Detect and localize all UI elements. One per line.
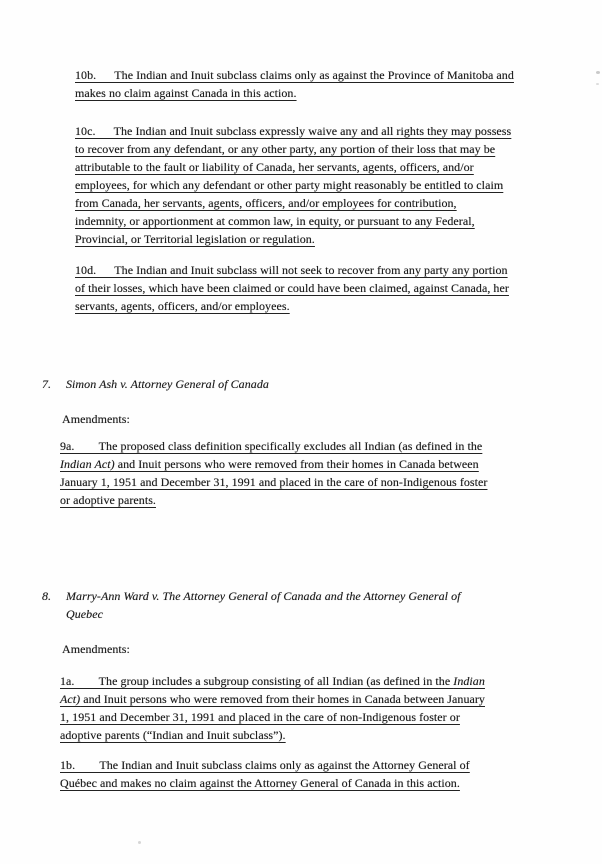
paragraph-10d xyxy=(75,261,580,315)
text-line: Simon Ash v. Attorney General of Canada xyxy=(66,377,269,391)
amendments-label-7 xyxy=(62,410,580,428)
text-line: or adoptive parents. xyxy=(60,493,156,507)
scan-speck-bottom xyxy=(138,841,141,844)
paragraph-9a xyxy=(60,437,580,509)
scan-speck-right-edge-2 xyxy=(596,83,599,85)
text-line: to recover from any defendant, or any other party, any portion of their loss that may be xyxy=(75,142,496,156)
text-line: Indian Act) and Inuit persons who were removed from their homes in Canada between xyxy=(60,457,479,471)
text-line: 1a. The group includes a subgroup consisting of all Indian (as defined in the Indian xyxy=(60,674,485,688)
amendments-label-8 xyxy=(62,640,580,658)
text-line: Amendments: xyxy=(62,642,130,656)
paragraph-1b xyxy=(60,756,580,792)
text-line: 10d. The Indian and Inuit subclass will not seek to recover from any party any portion xyxy=(75,263,508,277)
text-line: makes no claim against Canada in this action. xyxy=(75,86,297,100)
text-line: Québec and makes no claim against the Attorney General of Canada in this action. xyxy=(60,776,460,790)
text-line: 1, 1951 and December 31, 1991 and placed in the care of non-Indigenous foster or xyxy=(60,710,460,724)
text-line: Amendments: xyxy=(62,412,130,426)
text-line: of their losses, which have been claimed or could have been claimed, against Canada, her xyxy=(75,281,509,295)
text-line: from Canada, her servants, agents, officers, and/or employees for contribution, xyxy=(75,196,457,210)
text-line: attributable to the fault or liability of Canada, her servants, agents, officers, and/or xyxy=(75,160,474,174)
paragraph-10b xyxy=(75,66,580,102)
case-heading-7 xyxy=(42,375,580,393)
case-heading-7-number: 7. xyxy=(42,377,51,391)
text-line: 9a. The proposed class definition specifically excludes all Indian (as defined in the xyxy=(60,439,483,453)
text-line: Quebec xyxy=(66,607,103,621)
paragraph-1a xyxy=(60,672,580,744)
text-line: 10b. The Indian and Inuit subclass claims only as against the Province of Manitoba and xyxy=(75,68,514,82)
text-line: Act) and Inuit persons who were removed from their homes in Canada between January xyxy=(60,692,485,706)
case-heading-8-number: 8. xyxy=(42,589,51,603)
text-line: employees, for which any defendant or other party might reasonably be entitled to claim xyxy=(75,178,504,192)
paragraph-10c xyxy=(75,122,580,248)
document-body xyxy=(42,66,580,792)
text-line: indemnity, or apportionment at common law, in equity, or pursuant to any Federal, xyxy=(75,214,475,228)
text-line: servants, agents, officers, and/or employees. xyxy=(75,299,290,313)
text-line: adoptive parents (“Indian and Inuit subclass”). xyxy=(60,728,286,742)
text-line: Provincial, or Territorial legislation or regulation. xyxy=(75,232,315,246)
case-heading-8 xyxy=(42,587,580,623)
text-line: 1b. The Indian and Inuit subclass claims only as against the Attorney General of xyxy=(60,758,470,772)
text-line: January 1, 1951 and December 31, 1991 and placed in the care of non-Indigenous foster xyxy=(60,475,488,489)
text-line: Marry-Ann Ward v. The Attorney General of Canada and the Attorney General of xyxy=(66,589,461,603)
scan-speck-right-edge xyxy=(596,71,600,74)
text-line: 10c. The Indian and Inuit subclass expressly waive any and all rights they may possess xyxy=(75,124,512,138)
